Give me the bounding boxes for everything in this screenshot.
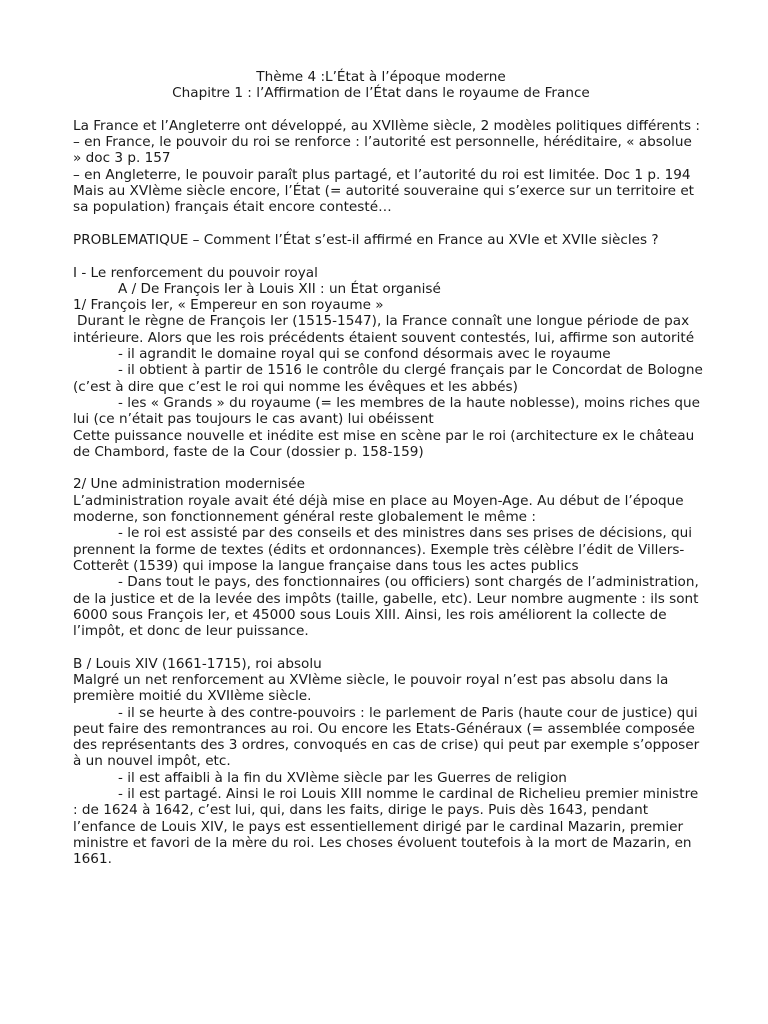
part-b-bullet-2: - il est affaibli à la fin du XVIème siècle par les Guerres de religion [118, 769, 567, 786]
section2-bullet-2: - Dans tout le pays, des fonctionnaires (ou officiers) sont chargés de l’administration, de la justice et de la levée des impôts (taille, gabelle, etc). Leur nombre augmente : ils sont 6000 sous François Ier, et 45000 sous Louis XIII. Ainsi, les rois améliorent la collecte de l’impôt, et donc de leur puissance. [73, 574, 699, 640]
problematique: PROBLEMATIQUE – Comment l’État s’est-il affirmé en France au XVIe et XVIIe siècles ? [73, 231, 659, 248]
section1-bullet-3: - les « Grands » du royaume (= les membres de la haute noblesse), moins riches que lui (ce n’était pas toujours le cas avant) lui obéissent [73, 394, 701, 428]
theme-title: Thème 4 :L’État à l’époque moderne [256, 69, 506, 85]
section2-heading: 2/ Une administration modernisée [73, 476, 305, 493]
section2-bullet-1: - le roi est assisté par des conseils et des ministres dans ses prises de décisions, qui prennent la forme de textes (édits et ordonnances). Exemple très célèbre l’édit de Villers-Cotterêt (1539) qui impose la langue française dans tous les actes publics [73, 525, 692, 574]
chapter-title: Chapitre 1 : l’Affirmation de l’État dans le royaume de France [172, 85, 590, 102]
intro-france: – en France, le pouvoir du roi se renforce : l’autorité est personnelle, héréditaire, « absolue » doc 3 p. 157 [73, 134, 692, 167]
intro-paragraph: La France et l’Angleterre ont développé, au XVIIème siècle, 2 modèles politiques différents : [73, 117, 700, 134]
section1-paragraph: Durant le règne de François Ier (1515-1547), la France connaît une longue période de pax intérieure. Alors que les rois précédents étaient souvent contestés, lui, affirme son autorité [73, 313, 695, 346]
intro-england: – en Angleterre, le pouvoir paraît plus partagé, et l’autorité du roi est limitée. Doc 1 p. 194 Mais au XVIème siècle encore, l’État (= autorité souveraine qui s’exerce sur un territoire et sa population) français était encore contesté… [73, 166, 695, 216]
part-b-heading: B / Louis XIV (1661-1715), roi absolu [73, 655, 322, 672]
part1-heading: I - Le renforcement du pouvoir royal [73, 264, 318, 281]
section1-heading: 1/ François Ier, « Empereur en son royaume » [73, 297, 384, 314]
section1-conclusion: Cette puissance nouvelle et inédite est mise en scène par le roi (architecture ex le château de Chambord, faste de la Cour (dossier p. 158-159) [73, 427, 695, 460]
section2-paragraph: L’administration royale avait été déjà mise en place au Moyen-Age. Au début de l’époque moderne, son fonctionnement général reste globalement le même : [73, 492, 684, 526]
part-b-bullet-1: - il se heurte à des contre-pouvoirs : le parlement de Paris (haute cour de justice) qui peut faire des remontrances au roi. Ou encore les Etats-Généraux (= assemblée composée des représentants des 3 ordres, convoqués en cas de crise) qui peut par exemple s’opposer à un nouvel impôt, etc. [73, 704, 700, 770]
section1-bullet-2: - il obtient à partir de 1516 le contrôle du clergé français par le Concordat de Bologne (c’est à dire que c’est le roi qui nomme les évêques et les abbés) [73, 362, 703, 395]
document-page [73, 69, 703, 868]
section1-bullet-1: - il agrandit le domaine royal qui se confond désormais avec le royaume [118, 346, 611, 363]
part-b-paragraph: Malgré un net renforcement au XVIème siècle, le pouvoir royal n’est pas absolu dans la première moitié du XVIIème siècle. [73, 671, 669, 705]
part-b-bullet-3: - il est partagé. Ainsi le roi Louis XIII nomme le cardinal de Richelieu premier ministre : de 1624 à 1642, c’est lui, qui, dans les faits, dirige le pays. Puis dès 1643, pendant l’enfance de Louis XIV, le pays est essentiellement dirigé par le cardinal Mazarin, premier ministre et favori de la mère du roi. Les choses évoluent toutefois à la mort de Mazarin, en 1661. [73, 786, 699, 868]
part1-sub-a-heading: A / De François Ier à Louis XII : un État organisé [118, 280, 441, 297]
